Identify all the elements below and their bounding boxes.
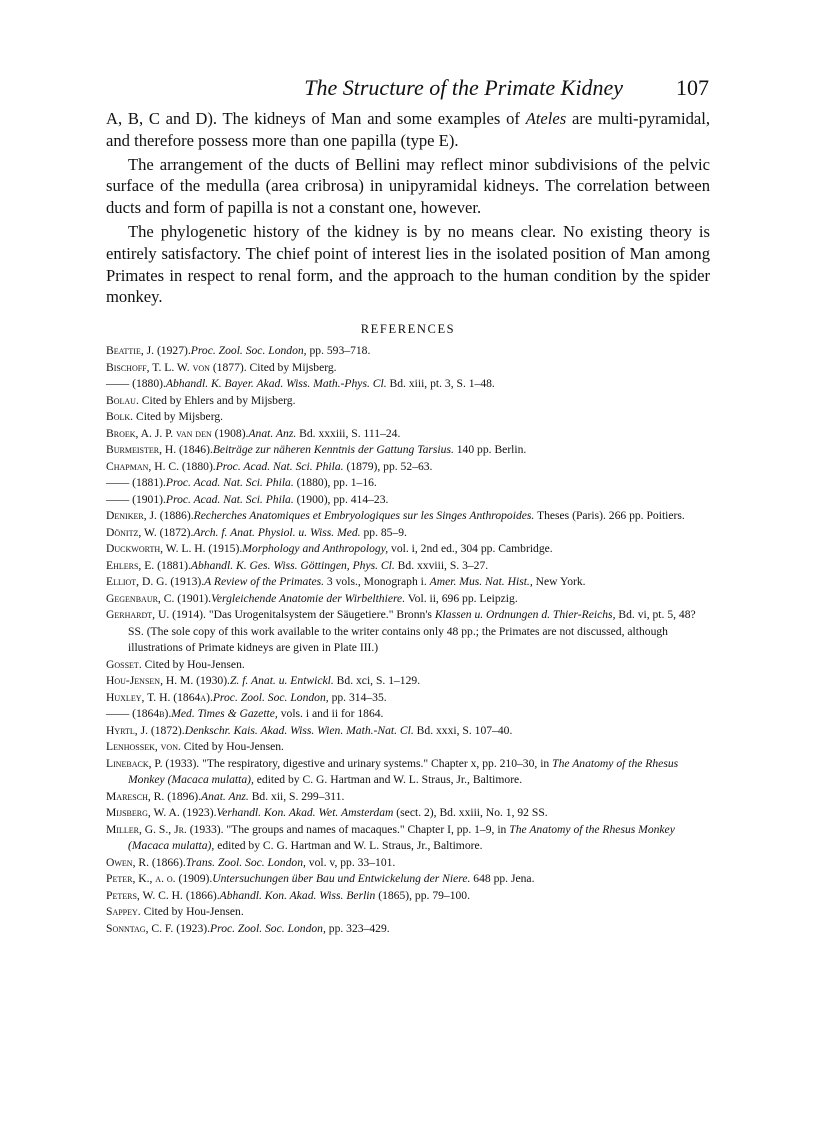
reference-source: Vergleichende Anatomie der Wirbelthiere. [211, 591, 406, 605]
reference-text: Cited by Ehlers and by Mijsberg. [138, 393, 296, 407]
reference-entry [106, 558, 710, 575]
reference-details: Theses (Paris). 266 pp. Poitiers. [534, 509, 685, 522]
reference-details: (1865), pp. 79–100. [375, 888, 471, 902]
reference-entry [106, 591, 710, 608]
reference-author: Elliot, D. G. (1913). [106, 575, 205, 588]
reference-entry [106, 508, 710, 525]
reference-source: Verhandl. Kon. Akad. Wet. Amsterdam [216, 806, 394, 819]
reference-details: vol. i, 2nd ed., 304 pp. Cambridge. [388, 542, 553, 555]
reference-details: edited by C. G. Hartman and W. L. Straus, Jr., Baltimore. [214, 839, 483, 852]
reference-entry [106, 393, 710, 410]
reference-author: Deniker, J. (1886). [106, 509, 194, 522]
reference-entry [106, 492, 710, 509]
reference-entry [106, 904, 710, 921]
reference-details: Bd. xxviii, S. 3–27. [394, 558, 489, 572]
reference-author: Sonntag, C. F. (1923). [106, 921, 211, 935]
reference-source: The Anatomy of the Rhesus Monkey (Macaca mulatta), [128, 822, 675, 852]
reference-source-secondary: Amer. Mus. Nat. Hist., [429, 575, 533, 588]
reference-author: Maresch, R. (1896). [106, 789, 202, 803]
reference-details: Bd. xii, S. 299–311. [248, 789, 345, 803]
reference-author: Duckworth, W. L. H. (1915). [106, 542, 243, 555]
reference-text: "The respiratory, digestive and urinary systems." Chapter x, pp. 210–30, in [199, 756, 553, 770]
reference-entry [106, 360, 710, 377]
reference-author: —— (1864b). [106, 707, 172, 720]
reference-entry [106, 888, 710, 905]
reference-list [106, 343, 710, 937]
reference-entry [106, 921, 710, 938]
reference-entry [106, 525, 710, 542]
reference-details-tail: New York. [532, 575, 586, 588]
reference-author: Beattie, J. (1927). [106, 344, 191, 357]
reference-entry [106, 706, 710, 723]
reference-source: Denkschr. Kais. Akad. Wiss. Wien. Math.-Nat. Cl. [184, 723, 414, 737]
reference-source: A Review of the Primates. [204, 575, 325, 588]
reference-entry [106, 376, 710, 393]
reference-source: Abhandl. Kon. Akad. Wiss. Berlin [219, 888, 376, 902]
reference-author: Bischoff, T. L. W. von (1877). [106, 360, 247, 374]
reference-source: Proc. Acad. Nat. Sci. Phila. [215, 459, 344, 473]
reference-entry [106, 739, 710, 756]
reference-source: Z. f. Anat. u. Entwickl. [229, 674, 334, 687]
reference-details: Bd. xiii, pt. 3, S. 1–48. [386, 377, 495, 390]
reference-details: pp. 314–35. [328, 690, 387, 704]
reference-author: Bolau. [106, 393, 139, 407]
reference-entry [106, 409, 710, 426]
reference-entry [106, 442, 710, 459]
reference-author: Gosset. [106, 657, 142, 671]
reference-text: Cited by Hou-Jensen. [140, 905, 244, 918]
reference-author: Owen, R. (1866). [106, 855, 186, 869]
reference-entry [106, 426, 710, 443]
reference-source: The Anatomy of the Rhesus Monkey (Macaca mulatta), [128, 756, 679, 786]
genus-name: Ateles [525, 109, 567, 128]
reference-author: Hyrtl, J. (1872). [106, 723, 185, 737]
reference-source: Recherches Anatomiques et Embryologiques sur les Singes Anthropoides. [193, 509, 535, 522]
reference-author: Hou-Jensen, H. M. (1930). [106, 674, 230, 687]
reference-author: Gegenbaur, C. (1901). [106, 591, 212, 605]
reference-author: —— (1901). [106, 492, 166, 506]
reference-source: Klassen u. Ordnungen d. Thier-Reichs, [434, 608, 616, 621]
reference-text: Cited by Mijsberg. [246, 360, 337, 374]
reference-text: "The groups and names of macaques." Chapter I, pp. 1–9, in [223, 822, 510, 836]
paragraph-1-text-a: A, B, C and D). The kidneys of Man and some examples of [106, 109, 526, 128]
reference-text: Cited by Hou-Jensen. [141, 657, 245, 671]
reference-details: pp. 323–429. [325, 921, 390, 935]
reference-author: —— (1880). [106, 377, 166, 390]
reference-details: 648 pp. Jena. [470, 872, 535, 885]
reference-author: Mijsberg, W. A. (1923). [106, 806, 217, 819]
reference-source: Proc. Zool. Soc. London, [212, 690, 329, 704]
reference-details: (1880), pp. 1–16. [293, 476, 377, 489]
running-title: The Structure of the Primate Kidney [304, 75, 623, 100]
reference-source: Beiträge zur näheren Kenntnis der Gattung Tarsius. [212, 443, 454, 456]
reference-details: vol. v, pp. 33–101. [305, 855, 396, 869]
reference-author: Miller, G. S., Jr. (1933). [106, 822, 224, 836]
reference-source: Trans. Zool. Soc. London, [185, 855, 306, 869]
reference-source: Untersuchungen über Bau und Entwickelung der Niere. [212, 872, 471, 885]
reference-author: Chapman, H. C. (1880). [106, 459, 216, 473]
reference-details: pp. 85–9. [360, 525, 407, 539]
reference-entry [106, 723, 710, 740]
reference-source: Anat. Anz. [201, 789, 249, 803]
reference-author: Burmeister, H. (1846). [106, 443, 213, 456]
reference-details: Bd. vi, pt. 5, 48? SS. (The sole copy of this work available to the writer contains only 48 pp.; the Primates are not discussed, although illustrations of Primate kidneys are given in Plate III.) [128, 608, 696, 654]
reference-source: Anat. Anz. [248, 426, 297, 440]
reference-entry [106, 541, 710, 558]
paragraph-1 [106, 108, 710, 152]
reference-details: (1879), pp. 52–63. [343, 459, 433, 473]
reference-entry [106, 574, 710, 591]
reference-details: Bd. xci, S. 1–129. [333, 674, 421, 687]
reference-entry [106, 871, 710, 888]
reference-entry [106, 789, 710, 806]
reference-author: Bolk. [106, 410, 134, 423]
paragraph-2: The arrangement of the ducts of Bellini may reflect minor subdivisions of the pelvic surface of the medulla (area cribrosa) in unipyramidal kidneys. The correlation between ducts and form of papilla is not a constant one, however. [106, 154, 710, 218]
reference-entry [106, 756, 710, 789]
reference-text: Cited by Hou-Jensen. [180, 740, 284, 753]
reference-author: Peter, K., a. o. (1909). [106, 872, 213, 885]
reference-entry [106, 822, 710, 855]
reference-author: Lenhossek, von. [106, 740, 181, 753]
reference-source: Med. Times & Gazette, [171, 707, 278, 720]
references-heading: REFERENCES [360, 322, 456, 336]
reference-details: 140 pp. Berlin. [453, 443, 527, 456]
reference-source: Arch. f. Anat. Physiol. u. Wiss. Med. [193, 525, 361, 539]
reference-details: Vol. ii, 696 pp. Leipzig. [405, 591, 518, 605]
reference-details: (sect. 2), Bd. xxiii, No. 1, 92 SS. [393, 806, 548, 819]
running-header [106, 72, 709, 106]
paragraph-3: The phylogenetic history of the kidney is by no means clear. No existing theory is entirely satisfactory. The chief point of interest lies in the isolated position of Man among Primates in respect to renal form, and the approach to the human condition by the spider monkey. [106, 221, 710, 307]
reference-author: —— (1881). [106, 476, 166, 489]
reference-source: Proc. Zool. Soc. London, [190, 344, 307, 357]
reference-details: edited by C. G. Hartman and W. L. Straus, Jr., Baltimore. [253, 773, 523, 786]
reference-author: Lineback, P. (1933). [106, 756, 200, 770]
reference-author: Broek, A. J. P. van den (1908). [106, 426, 249, 440]
reference-author: Ehlers, E. (1881). [106, 558, 191, 572]
body-text [106, 108, 710, 308]
reference-entry [106, 805, 710, 822]
reference-source: Proc. Zool. Soc. London, [210, 921, 326, 935]
reference-entry [106, 607, 710, 657]
page-number: 107 [676, 75, 709, 100]
reference-source: Proc. Acad. Nat. Sci. Phila. [165, 492, 294, 506]
reference-entry [106, 673, 710, 690]
reference-source: Morphology and Anthropology, [242, 542, 389, 555]
reference-details: 3 vols., Monograph i. [324, 575, 430, 588]
reference-details: Bd. xxxiii, S. 111–24. [296, 426, 401, 440]
paragraph-1-text-c: are multi-pyramidal, and therefore possess more than one papilla (type E). [106, 109, 710, 150]
reference-entry [106, 459, 710, 476]
reference-source: Abhandl. K. Ges. Wiss. Göttingen, Phys. Cl. [190, 558, 395, 572]
reference-source: Proc. Acad. Nat. Sci. Phila. [165, 476, 294, 489]
reference-entry [106, 855, 710, 872]
reference-text: Cited by Mijsberg. [133, 410, 224, 423]
reference-source: Abhandl. K. Bayer. Akad. Wiss. Math.-Phys. Cl. [165, 377, 387, 390]
reference-details: (1900), pp. 414–23. [293, 492, 389, 506]
reference-details: pp. 593–718. [306, 344, 371, 357]
reference-entry [106, 475, 710, 492]
reference-entry [106, 657, 710, 674]
reference-entry [106, 690, 710, 707]
reference-entry [106, 343, 710, 360]
reference-author: Sappey. [106, 905, 141, 918]
reference-details: Bd. xxxi, S. 107–40. [413, 723, 513, 737]
reference-details: vols. i and ii for 1864. [277, 707, 384, 720]
reference-author: Dönitz, W. (1872). [106, 525, 194, 539]
reference-author: Gerhardt, U. (1914). [106, 608, 206, 621]
reference-author: Peters, W. C. H. (1866). [106, 888, 220, 902]
reference-author: Huxley, T. H. (1864a). [106, 690, 213, 704]
reference-text: "Das Urogenitalsystem der Säugetiere." Bronn's [205, 608, 435, 621]
